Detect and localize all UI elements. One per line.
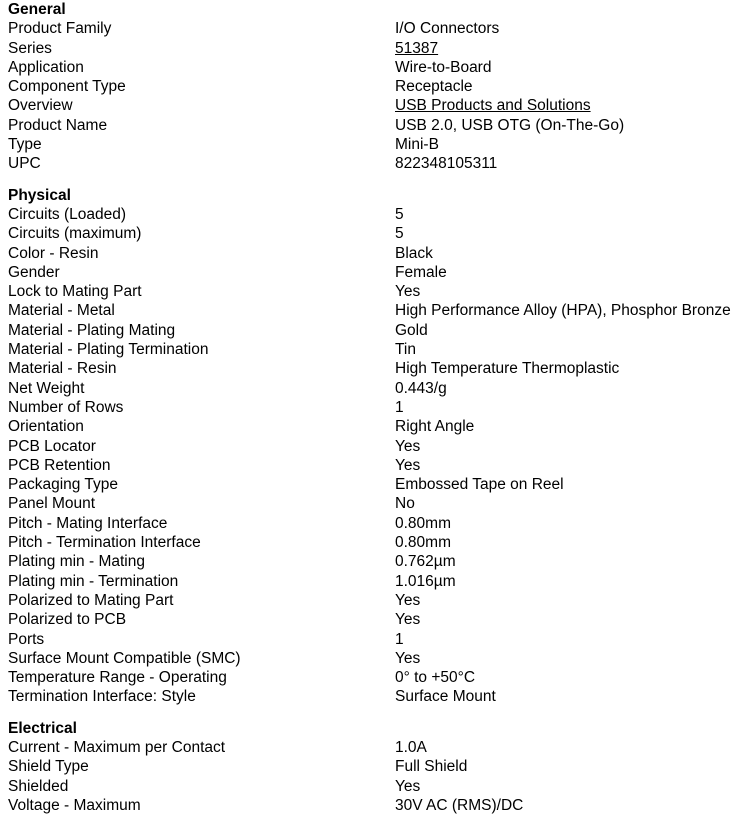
- spec-row: [8, 514, 756, 533]
- spec-value: Yes: [395, 591, 421, 609]
- spec-row: [8, 456, 756, 475]
- spec-label: PCB Locator: [8, 437, 96, 455]
- spec-label: PCB Retention: [8, 456, 111, 474]
- spec-sheet: [8, 0, 756, 827]
- spec-label: Material - Resin: [8, 360, 117, 378]
- spec-label: Gender: [8, 263, 60, 281]
- spec-row: [8, 649, 756, 668]
- spec-value: Full Shield: [395, 758, 468, 776]
- spec-label: Overview: [8, 97, 73, 115]
- spec-label: Material - Metal: [8, 302, 115, 320]
- spec-row: [8, 224, 756, 243]
- spec-label: Voltage - Maximum: [8, 796, 141, 814]
- spec-label: Component Type: [8, 78, 126, 96]
- spec-row: [8, 630, 756, 649]
- spec-value: Right Angle: [395, 418, 475, 436]
- section-physical: [8, 186, 756, 707]
- spec-label: Number of Rows: [8, 398, 124, 416]
- spec-value: Yes: [395, 456, 421, 474]
- section-general: [8, 0, 756, 174]
- spec-label: Color - Resin: [8, 244, 99, 262]
- spec-label: Pitch - Termination Interface: [8, 534, 201, 552]
- spec-value: USB 2.0, USB OTG (On-The-Go): [395, 116, 625, 134]
- spec-label: Current - Maximum per Contact: [8, 738, 226, 756]
- spec-label: Surface Mount Compatible (SMC): [8, 649, 241, 667]
- spec-value: 0.80mm: [395, 534, 451, 552]
- spec-value: Wire-to-Board: [395, 58, 492, 76]
- spec-row: [8, 244, 756, 263]
- spec-row: [8, 77, 756, 96]
- spec-label: UPC: [8, 155, 41, 173]
- spec-value: 1.0A: [395, 738, 427, 756]
- spec-label: Net Weight: [8, 379, 85, 397]
- spec-row: [8, 687, 756, 706]
- spec-value: 5: [395, 225, 404, 243]
- spec-row: [8, 668, 756, 687]
- spec-label: Pitch - Mating Interface: [8, 514, 168, 532]
- spec-value: Black: [395, 244, 433, 262]
- spec-row: [8, 263, 756, 282]
- spec-value: 1.016µm: [395, 572, 456, 590]
- spec-value: Yes: [395, 283, 421, 301]
- spec-value: Surface Mount: [395, 688, 496, 706]
- spec-row: [8, 437, 756, 456]
- section-title: General: [8, 1, 66, 18]
- spec-row: [8, 417, 756, 436]
- spec-value-link[interactable]: USB Products and Solutions: [395, 97, 591, 115]
- spec-value: 30V AC (RMS)/DC: [395, 796, 524, 814]
- spec-value: 5: [395, 205, 404, 223]
- spec-label: Type: [8, 136, 42, 154]
- spec-value: Yes: [395, 611, 421, 629]
- spec-value: 0° to +50°C: [395, 669, 476, 687]
- spec-row: [8, 282, 756, 301]
- spec-label: Circuits (maximum): [8, 225, 142, 243]
- spec-row: [8, 552, 756, 571]
- spec-label: Panel Mount: [8, 495, 96, 513]
- spec-value: I/O Connectors: [395, 20, 500, 38]
- spec-value: Tin: [395, 341, 416, 359]
- spec-label: Application: [8, 58, 84, 76]
- spec-value: High Performance Alloy (HPA), Phosphor Bronze: [395, 302, 731, 320]
- spec-value: 0.80mm: [395, 514, 451, 532]
- spec-value: High Temperature Thermoplastic: [395, 360, 620, 378]
- spec-row: [8, 796, 756, 815]
- spec-value: Female: [395, 263, 447, 281]
- section-title: Physical: [8, 186, 71, 204]
- spec-label: Shielded: [8, 777, 69, 795]
- spec-value: 822348105311: [395, 155, 498, 173]
- section-electrical: [8, 719, 756, 815]
- spec-label: Ports: [8, 630, 45, 648]
- section-title: Electrical: [8, 719, 77, 737]
- spec-label: Polarized to PCB: [8, 611, 127, 629]
- spec-row: [8, 135, 756, 154]
- spec-value: Yes: [395, 777, 421, 795]
- spec-row: [8, 591, 756, 610]
- spec-row: [8, 379, 756, 398]
- spec-row: [8, 340, 756, 359]
- spec-value-link[interactable]: 51387: [395, 39, 439, 57]
- spec-row: [8, 533, 756, 552]
- spec-row: [8, 205, 756, 224]
- spec-row: [8, 116, 756, 135]
- spec-row: [8, 572, 756, 591]
- spec-value: 1: [395, 398, 404, 416]
- spec-value: Gold: [395, 321, 428, 339]
- spec-row: [8, 777, 756, 796]
- spec-label: Temperature Range - Operating: [8, 669, 227, 687]
- spec-value: Yes: [395, 649, 421, 667]
- spec-row: [8, 475, 756, 494]
- spec-label: Shield Type: [8, 758, 89, 776]
- spec-label: Material - Plating Termination: [8, 341, 209, 359]
- spec-label: Circuits (Loaded): [8, 205, 127, 223]
- spec-row: [8, 757, 756, 776]
- spec-value: 1: [395, 630, 404, 648]
- spec-label: Polarized to Mating Part: [8, 591, 174, 609]
- spec-row: [8, 398, 756, 417]
- spec-row: [8, 321, 756, 340]
- spec-label: Lock to Mating Part: [8, 283, 142, 301]
- spec-row: [8, 96, 756, 115]
- spec-label: Product Family: [8, 20, 112, 38]
- spec-label: Packaging Type: [8, 476, 119, 494]
- spec-label: Product Name: [8, 116, 108, 134]
- spec-row: [8, 154, 756, 173]
- spec-label: Series: [8, 39, 52, 57]
- spec-value: Receptacle: [395, 78, 473, 96]
- spec-value: No: [395, 495, 415, 513]
- spec-row: [8, 301, 756, 320]
- spec-label: Plating min - Termination: [8, 572, 179, 590]
- spec-row: [8, 58, 756, 77]
- spec-row: [8, 738, 756, 757]
- spec-row: [8, 494, 756, 513]
- spec-label: Termination Interface: Style: [8, 688, 196, 706]
- spec-label: Orientation: [8, 418, 84, 436]
- spec-value: 0.762µm: [395, 553, 456, 571]
- spec-label: Material - Plating Mating: [8, 321, 176, 339]
- spec-value: 0.443/g: [395, 379, 447, 397]
- spec-label: Plating min - Mating: [8, 553, 145, 571]
- spec-row: [8, 19, 756, 38]
- spec-row: [8, 610, 756, 629]
- spec-value: Mini-B: [395, 136, 439, 154]
- spec-value: Yes: [395, 437, 421, 455]
- spec-row: [8, 359, 756, 378]
- spec-row: [8, 39, 756, 58]
- spec-value: Embossed Tape on Reel: [395, 476, 564, 494]
